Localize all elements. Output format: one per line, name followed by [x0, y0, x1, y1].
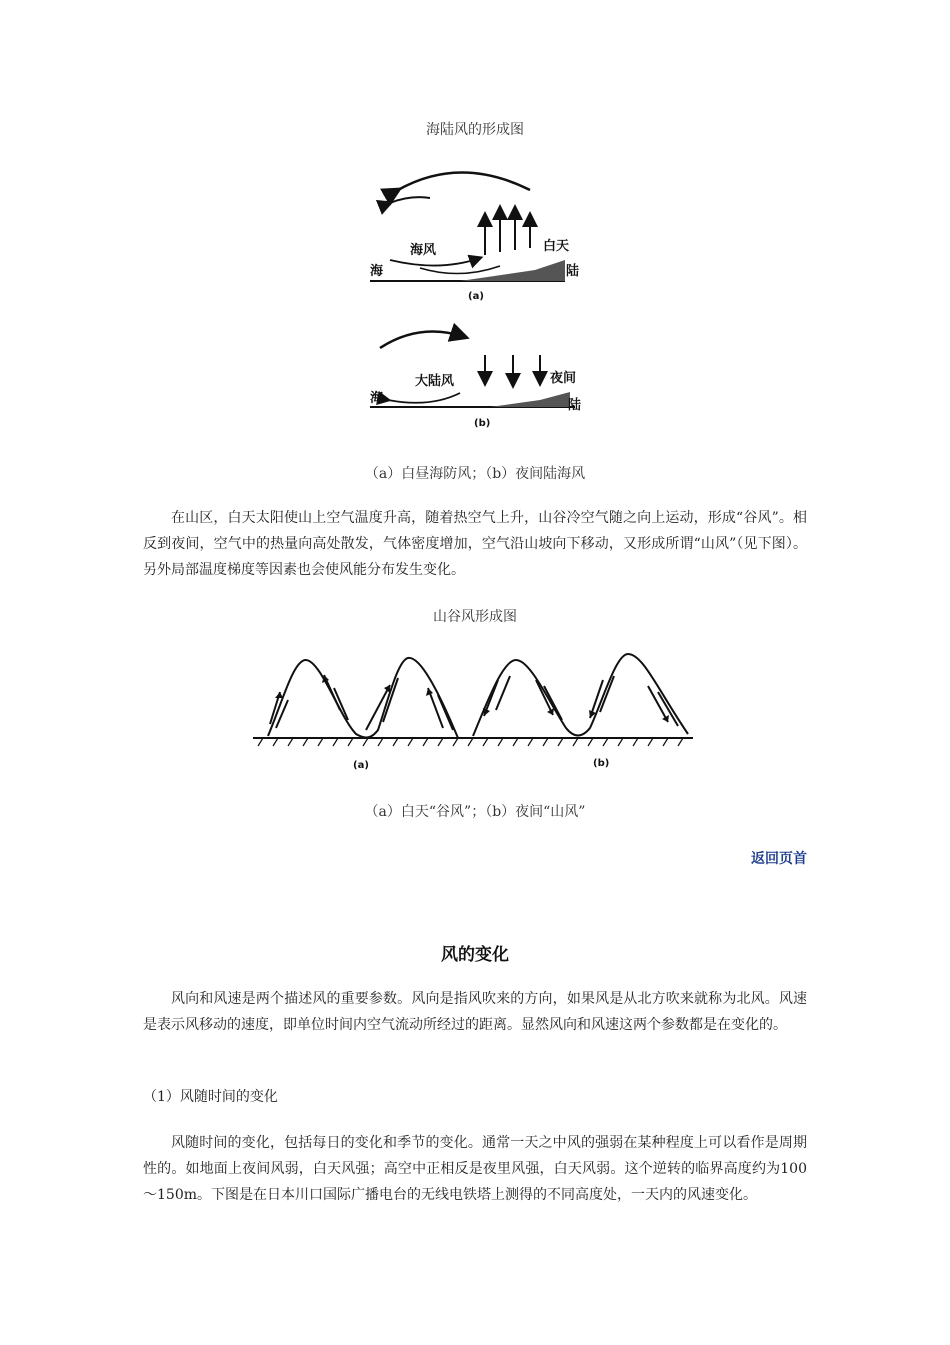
mountain-valley-wind-diagram: [248, 640, 698, 780]
figure1-title: 海陆风的形成图: [426, 122, 524, 138]
label-night: 夜间: [550, 371, 577, 386]
paragraph-mountain-valley: 在山区，白天太阳使山上空气温度升高，随着热空气上升，山谷冷空气随之向上运动，形成“谷风”。相反到夜间，空气中的热量向高处散发，气体密度增加，空气沿山坡向下移动，又形成所谓“山风”（见下图）。另外局部温度梯度等因素也会使风能分布发生变化。: [143, 510, 807, 578]
label-tag-a: (a): [468, 291, 484, 302]
paragraph-time-variation: 风随时间的变化，包括每日的变化和季节的变化。通常一天之中风的强弱在某种程度上可以看作是周期性的。如地面上夜间风弱，白天风强；高空中正相反是夜里风强，白天风弱。这个逆转的临界高度约为100～150m。下图是在日本川口国际广播电台的无线电铁塔上测得的不同高度处，一天内的风速变化。: [143, 1135, 807, 1203]
label-sea-breeze: 海风: [410, 243, 437, 258]
subheading-time-variation: （1）风随时间的变化: [143, 1089, 278, 1105]
back-to-top-link[interactable]: 返回页首: [751, 851, 807, 867]
label-sea-a: 海: [370, 264, 384, 279]
label-land-b: 陆: [568, 398, 582, 413]
label-tag-b: (b): [474, 418, 491, 429]
label-land-breeze: 大陆风: [415, 374, 455, 389]
label-sea-b: 海: [370, 391, 384, 406]
figure2-title: 山谷风形成图: [433, 609, 517, 625]
section-heading: 风的变化: [441, 945, 509, 965]
diagram-b: [370, 332, 581, 429]
sea-land-breeze-diagram: [360, 160, 600, 435]
label-tag-a2: (a): [353, 760, 369, 771]
label-land-a: 陆: [566, 264, 580, 279]
paragraph-wind-parameters: 风向和风速是两个描述风的重要参数。风向是指风吹来的方向，如果风是从北方吹来就称为北风。风速是表示风移动的速度，即单位时间内空气流动所经过的距离。显然风向和风速这两个参数都是在变化的。: [143, 991, 807, 1033]
label-day: 白天: [543, 239, 570, 254]
diagram-a: [370, 173, 579, 303]
figure1-caption: （a）白昼海防风；（b）夜间陆海风: [364, 466, 586, 482]
label-tag-b2: (b): [593, 758, 610, 769]
figure2-caption: （a）白天“谷风”；（b）夜间“山风”: [364, 804, 586, 820]
